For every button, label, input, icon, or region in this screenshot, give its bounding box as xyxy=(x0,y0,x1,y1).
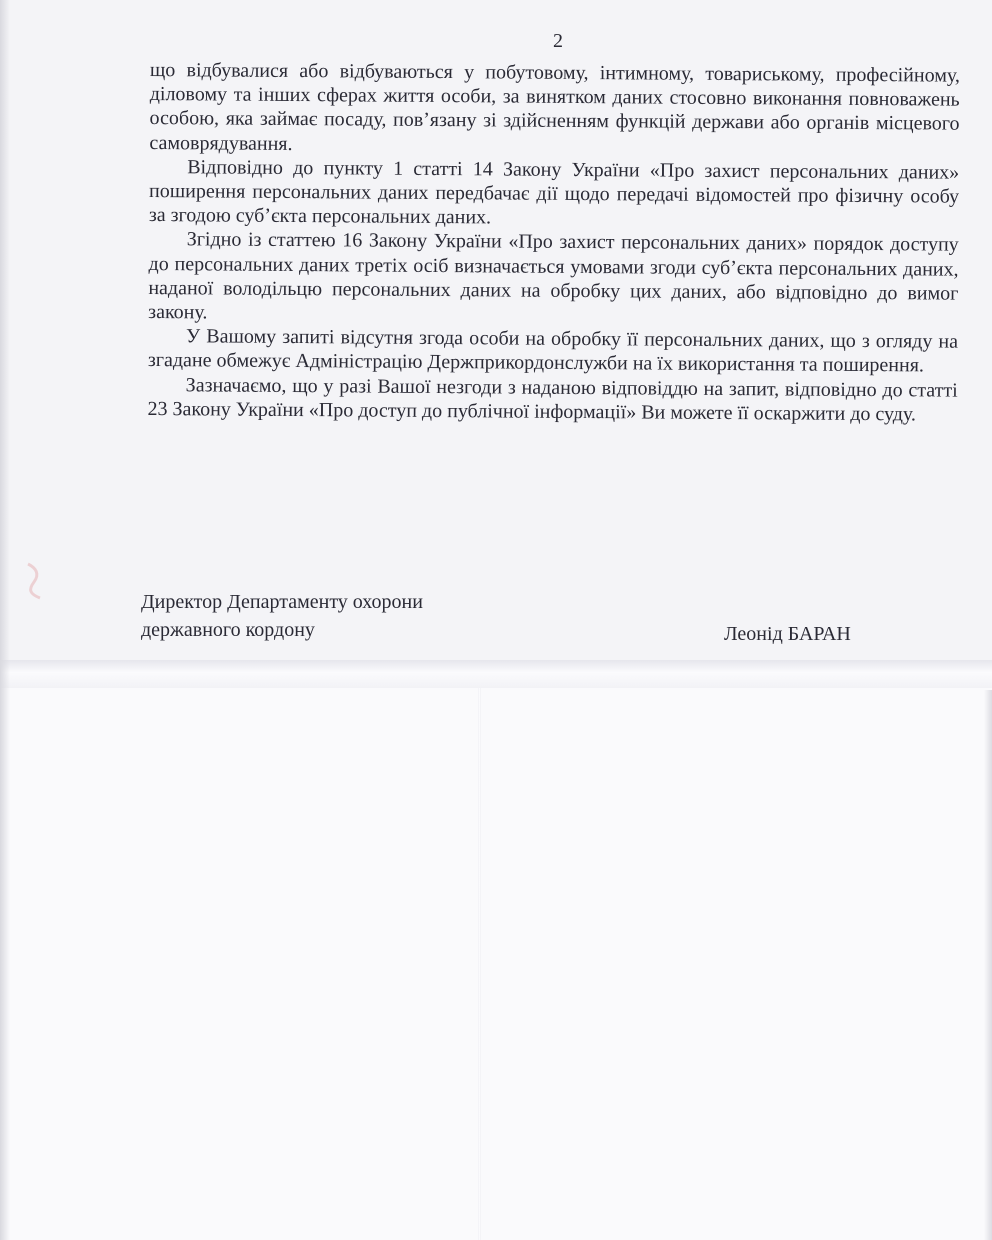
letter-body xyxy=(147,58,960,427)
scan-edge-shadow-right xyxy=(984,690,992,1240)
vertical-crease xyxy=(478,688,481,1240)
paragraph-article-14: Відповідно до пункту 1 статті 14 Закону України «Про захист персональних даних» поширення персональних даних передбачає дії щодо передачі відомостей про фізичну особу за згодою суб’єкта персональних даних. xyxy=(148,156,960,229)
signatory-name: Леонід БАРАН xyxy=(724,623,851,645)
fold-line xyxy=(0,660,992,688)
page-number: 2 xyxy=(553,30,563,52)
paragraph-no-consent: У Вашому запиті відсутня згода особи на обробку її персональних даних, що з огляду на згадане обмежує Адміністрацію Держприкордонслужби на їх використання та поширення. xyxy=(147,325,959,377)
paragraph-continuation: що відбувалися або відбуваються у побутовому, інтимному, товариському, професійному, діловому та інших сферах життя особи, за винятком даних стосовно виконання повноважень особою, яка займає посаду, пов’язану зі здійсненням функцій держави або органів місцевого самоврядування. xyxy=(149,58,960,155)
paragraph-appeal-notice: Зазначаємо, що у разі Вашої незгоди з наданою відповіддю на запит, відповідно до статті 23 Закону України «Про доступ до публічної інформації» Ви можете її оскаржити до суду. xyxy=(147,373,958,426)
page-lower-half xyxy=(0,688,992,1240)
signatory-position xyxy=(141,588,423,644)
signatory-position-line-1: Директор Департаменту охорони xyxy=(141,591,423,613)
scan-edge-shadow xyxy=(0,0,10,1240)
signatory-position-line-2: державного кордону xyxy=(141,619,315,641)
paragraph-article-16: Згідно із статтею 16 Закону України «Про захист персональних даних» порядок доступу до персональних даних третіх осіб визначається умовами згоди суб’єкта персональних даних, наданої володільцю персональних даних на обробку цих даних, або відповідно до вимог закону. xyxy=(148,228,959,324)
stamp-trace-mark xyxy=(22,560,48,600)
